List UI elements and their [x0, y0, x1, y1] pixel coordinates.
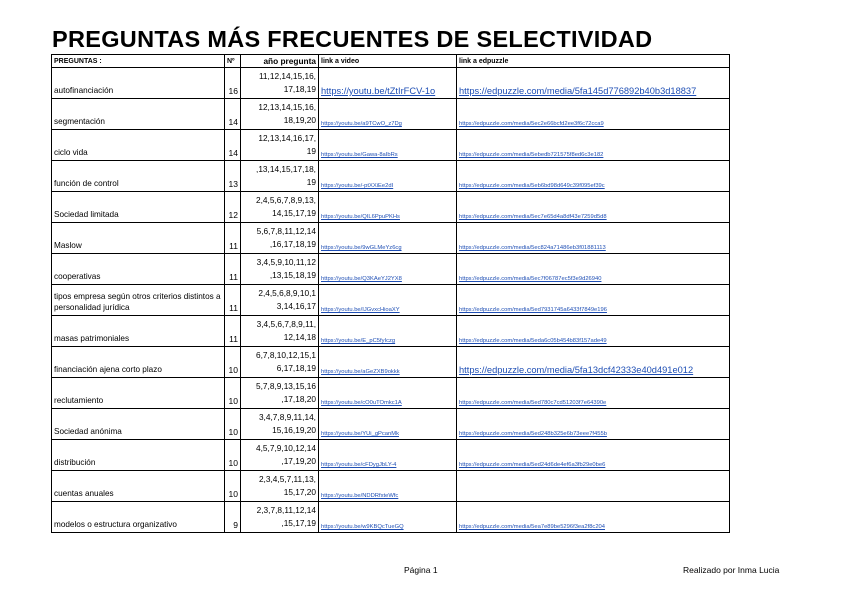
table-row: [52, 409, 730, 440]
question-cell: Sociedad anónima: [52, 409, 225, 440]
question-cell: segmentación: [52, 99, 225, 130]
edpuzzle-link-cell: [457, 68, 730, 99]
video-link-cell: [319, 440, 457, 471]
table-row: [52, 347, 730, 378]
edpuzzle-link[interactable]: https://edpuzzle.com/media/5eda6c05b454b83f157ade49: [459, 338, 607, 344]
video-link[interactable]: https://youtu.be/E_pC5fyIczg: [321, 338, 396, 344]
video-link[interactable]: https://youtu.be/-ptXXiEe2dI: [321, 183, 394, 189]
video-link-cell: [319, 285, 457, 316]
video-link[interactable]: https://youtu.be/aGeZXB9okkk: [321, 369, 400, 375]
header-video: link a video: [319, 55, 457, 68]
count-cell: 14: [225, 130, 241, 161]
video-link-cell: [319, 192, 457, 223]
video-link[interactable]: https://youtu.be/w9KBQcTueGQ: [321, 524, 404, 530]
count-cell: 14: [225, 99, 241, 130]
count-cell: 12: [225, 192, 241, 223]
table-row: [52, 192, 730, 223]
video-link-cell: [319, 161, 457, 192]
table-row: [52, 223, 730, 254]
question-cell: ciclo vida: [52, 130, 225, 161]
edpuzzle-link-cell: [457, 223, 730, 254]
table-row: [52, 316, 730, 347]
question-cell: reclutamiento: [52, 378, 225, 409]
table-row: [52, 285, 730, 316]
table-row: [52, 254, 730, 285]
years-cell: 3,4,5,9,10,11,12 ,13,15,18,19: [241, 254, 319, 285]
edpuzzle-link-cell: [457, 502, 730, 533]
header-years: año pregunta: [241, 55, 319, 68]
years-cell: 3,4,7,8,9,11,14, 15,16,19,20: [241, 409, 319, 440]
video-link-cell: [319, 409, 457, 440]
years-cell: 12,13,14,16,17, 19: [241, 130, 319, 161]
video-link[interactable]: https://youtu.be/9wGLMeYz6cg: [321, 245, 402, 251]
question-cell: Maslow: [52, 223, 225, 254]
question-cell: masas patrimoniales: [52, 316, 225, 347]
video-link[interactable]: https://youtu.be/cO0uTOmkc1A: [321, 400, 402, 406]
count-cell: 9: [225, 502, 241, 533]
edpuzzle-link[interactable]: https://edpuzzle.com/media/5fa145d776892b40b3d18837: [459, 86, 697, 96]
edpuzzle-link-cell: [457, 440, 730, 471]
question-cell: cooperativas: [52, 254, 225, 285]
video-link[interactable]: https://youtu.be/Gawa-8aIbRs: [321, 152, 398, 158]
count-cell: 10: [225, 471, 241, 502]
edpuzzle-link[interactable]: https://edpuzzle.com/media/5ed7931745a6433f7849e196: [459, 307, 607, 313]
table-row: [52, 378, 730, 409]
edpuzzle-link[interactable]: https://edpuzzle.com/media/5ea7e89be5296f3ea2f8c204: [459, 524, 605, 530]
edpuzzle-link[interactable]: https://edpuzzle.com/media/5ed248b325e6b73eee7f455b: [459, 431, 607, 437]
years-cell: 12,13,14,15,16, 18,19,20: [241, 99, 319, 130]
video-link-cell: [319, 316, 457, 347]
count-cell: 11: [225, 254, 241, 285]
years-cell: 2,3,7,8,11,12,14 ,15,17,19: [241, 502, 319, 533]
edpuzzle-link[interactable]: https://edpuzzle.com/media/5ec7e65d4a8df43e7259d5d8: [459, 214, 607, 220]
video-link-cell: [319, 223, 457, 254]
video-link-cell: [319, 502, 457, 533]
header-question: PREGUNTAS :: [52, 55, 225, 68]
years-cell: 2,4,5,6,7,8,9,13, 14,15,17,19: [241, 192, 319, 223]
count-cell: 11: [225, 285, 241, 316]
header-count: Nº: [225, 55, 241, 68]
video-link-cell: [319, 130, 457, 161]
table-row: [52, 68, 730, 99]
edpuzzle-link[interactable]: https://edpuzzle.com/media/5fa13dcf42333e40d491e012: [459, 365, 694, 375]
years-cell: 11,12,14,15,16, 17,18,19: [241, 68, 319, 99]
video-link-cell: [319, 378, 457, 409]
edpuzzle-link-cell: [457, 99, 730, 130]
edpuzzle-link[interactable]: https://edpuzzle.com/media/5ed24d6de4ef6a3fb29e0be6: [459, 462, 606, 468]
video-link[interactable]: https://youtu.be/a9TCwO_z7Dg: [321, 121, 402, 127]
count-cell: 10: [225, 440, 241, 471]
years-cell: 2,3,4,5,7,11,13, 15,17,20: [241, 471, 319, 502]
video-link[interactable]: https://youtu.be/cFDygJbLY-4: [321, 462, 397, 468]
edpuzzle-link-cell: [457, 130, 730, 161]
years-cell: 5,7,8,9,13,15,16 ,17,18,20: [241, 378, 319, 409]
years-cell: ,13,14,15,17,18, 19: [241, 161, 319, 192]
table-row: [52, 130, 730, 161]
count-cell: 11: [225, 223, 241, 254]
questions-table: [51, 54, 730, 533]
table-row: [52, 502, 730, 533]
years-cell: 3,4,5,6,7,8,9,11, 12,14,18: [241, 316, 319, 347]
question-cell: distribución: [52, 440, 225, 471]
video-link-cell: [319, 99, 457, 130]
video-link[interactable]: https://youtu.be/Q3KAeYJ2YX8: [321, 276, 402, 282]
edpuzzle-link-cell: [457, 192, 730, 223]
count-cell: 11: [225, 316, 241, 347]
question-cell: Sociedad limitada: [52, 192, 225, 223]
question-cell: modelos o estructura organizativo: [52, 502, 225, 533]
count-cell: 10: [225, 409, 241, 440]
edpuzzle-link-cell: [457, 161, 730, 192]
edpuzzle-link[interactable]: https://edpuzzle.com/media/5eb6bd98d649c39f095ef39c: [459, 183, 605, 189]
video-link[interactable]: https://youtu.be/IJGvxcHioaXY: [321, 307, 400, 313]
table-row: [52, 99, 730, 130]
table-header-row: [52, 55, 730, 68]
table-row: [52, 471, 730, 502]
header-edpuzzle: link a edpuzzle: [457, 55, 730, 68]
edpuzzle-link[interactable]: https://edpuzzle.com/media/5ed780c7cd51203f7e64390e: [459, 400, 607, 406]
video-link[interactable]: https://youtu.be/tZtIrFCV-1o: [321, 86, 436, 96]
count-cell: 10: [225, 347, 241, 378]
table-row: [52, 161, 730, 192]
edpuzzle-link-cell: [457, 254, 730, 285]
edpuzzle-link-cell: [457, 378, 730, 409]
question-cell: autofinanciación: [52, 68, 225, 99]
count-cell: 16: [225, 68, 241, 99]
footer-author: Realizado por Inma Lucia: [683, 565, 780, 575]
edpuzzle-link-cell: [457, 409, 730, 440]
edpuzzle-link[interactable]: https://edpuzzle.com/media/5ec2e66bcfd2ee3f6c72cca9: [459, 121, 604, 127]
count-cell: 10: [225, 378, 241, 409]
edpuzzle-link-cell: [457, 285, 730, 316]
years-cell: 2,4,5,6,8,9,10,1 3,14,16,17: [241, 285, 319, 316]
footer-page-number: Página 1: [404, 565, 438, 575]
years-cell: 5,6,7,8,11,12,14 ,16,17,18,19: [241, 223, 319, 254]
question-cell: cuentas anuales: [52, 471, 225, 502]
video-link-cell: [319, 254, 457, 285]
count-cell: 13: [225, 161, 241, 192]
years-cell: 4,5,7,9,10,12,14 ,17,19,20: [241, 440, 319, 471]
edpuzzle-link[interactable]: https://edpuzzle.com/media/5ec824a71486eb3f01881113: [459, 245, 606, 251]
video-link[interactable]: https://youtu.be/QIL6PpuPKHs: [321, 214, 400, 220]
edpuzzle-link-cell: [457, 471, 730, 502]
edpuzzle-link[interactable]: https://edpuzzle.com/media/5ebedb721575f8ed6c3e182: [459, 152, 604, 158]
video-link[interactable]: https://youtu.be/YUi_gPcanMk: [321, 431, 399, 437]
question-cell: función de control: [52, 161, 225, 192]
video-link[interactable]: https://youtu.be/NDDRfxteWfc: [321, 493, 399, 499]
question-cell: financiación ajena corto plazo: [52, 347, 225, 378]
table-row: [52, 440, 730, 471]
video-link-cell: [319, 68, 457, 99]
years-cell: 6,7,8,10,12,15,1 6,17,18,19: [241, 347, 319, 378]
page-title: PREGUNTAS MÁS FRECUENTES DE SELECTIVIDAD: [52, 26, 653, 52]
question-cell: tipos empresa según otros criterios distintos a personalidad jurídica: [52, 285, 225, 316]
video-link-cell: [319, 347, 457, 378]
video-link-cell: [319, 471, 457, 502]
edpuzzle-link[interactable]: https://edpuzzle.com/media/5ec7f06787ec5f3e9d26940: [459, 276, 602, 282]
edpuzzle-link-cell: [457, 316, 730, 347]
edpuzzle-link-cell: [457, 347, 730, 378]
